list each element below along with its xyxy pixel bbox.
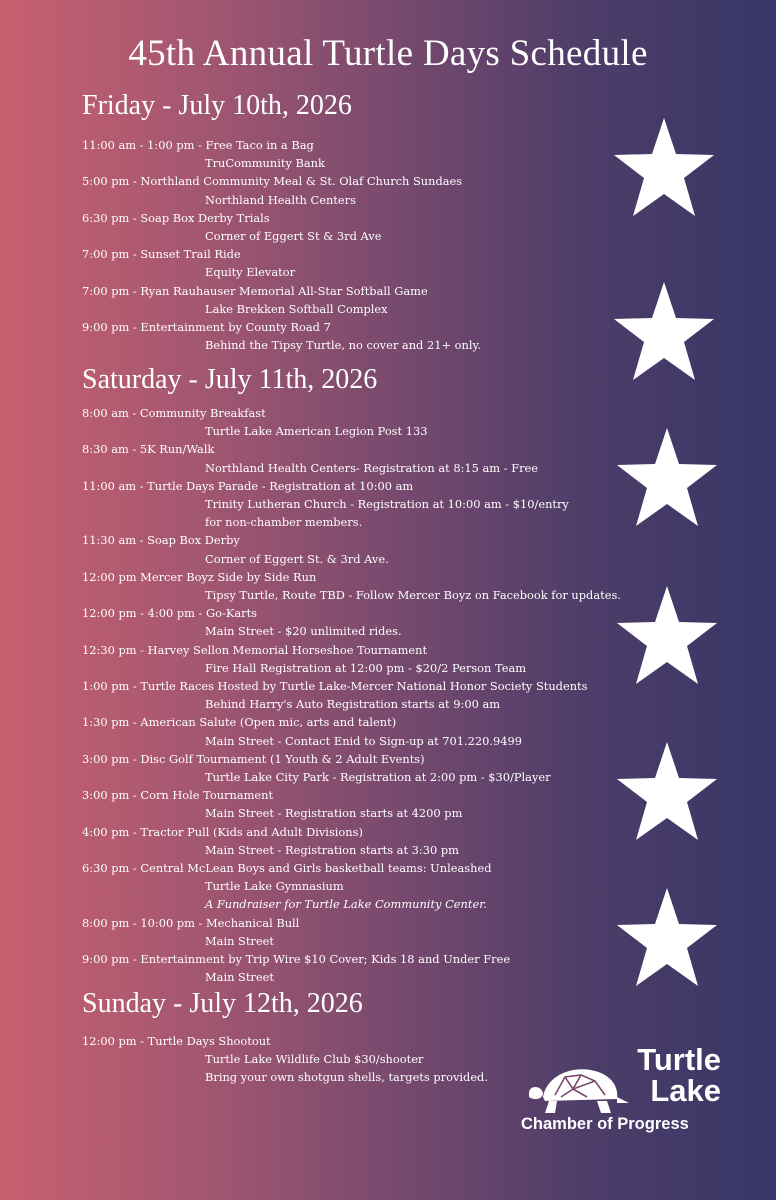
event-time-title: 8:00 am - Community Breakfast: [82, 406, 266, 420]
event-detail: Behind Harry's Auto Registration starts at 9:00 am: [205, 697, 501, 712]
event-detail: Main Street: [205, 970, 274, 985]
event-detail: Main Street - $20 unlimited rides.: [205, 624, 402, 639]
event-time-title: 3:00 pm - Disc Golf Tournament (1 Youth & 2 Adult Events): [82, 751, 425, 766]
event-time-title: 6:30 pm - Central McLean Boys and Girls basketball teams: Unleashed: [82, 861, 492, 876]
star-icon: [613, 886, 721, 990]
event-detail: Fire Hall Registration at 12:00 pm - $20/2 Person Team: [205, 660, 527, 675]
event-time-title: 1:30 pm - American Salute (Open mic, arts and talent): [82, 715, 397, 730]
star-icon: [613, 584, 721, 688]
logo-tagline: Chamber of Progress: [521, 1115, 689, 1133]
event-time-title: 12:00 pm - 4:00 pm - Go-Karts: [82, 606, 257, 621]
event-time-title: 11:30 am - Soap Box Derby: [82, 533, 240, 548]
logo-word-lake: Lake: [650, 1073, 721, 1108]
event-detail: Tipsy Turtle, Route TBD - Follow Mercer Boyz on Facebook for updates.: [205, 588, 621, 603]
day-heading-saturday: Saturday - July 11th, 2026: [82, 364, 378, 395]
event-detail: Main Street: [205, 933, 274, 948]
event-time-title: 8:30 am - 5K Run/Walk: [82, 442, 215, 457]
event-time-title: 9:00 pm - Entertainment by County Road 7: [82, 320, 331, 335]
event-detail: Trinity Lutheran Church - Registration at 10:00 am - $10/entry: [205, 497, 569, 512]
event-detail: Turtle Lake City Park - Registration at 2:00 pm - $30/Player: [205, 770, 551, 785]
event-time-title: 12:30 pm - Harvey Sellon Memorial Horseshoe Tournament: [82, 642, 428, 657]
event-note: A Fundraiser for Turtle Lake Community Center.: [205, 897, 488, 912]
event-detail: Lake Brekken Softball Complex: [205, 301, 388, 316]
event-detail: Bring your own shotgun shells, targets provided.: [205, 1070, 488, 1085]
event-detail: Turtle Lake Gymnasium: [205, 879, 344, 894]
event-detail: Main Street - Registration starts at 4200 pm: [205, 806, 463, 821]
page-title: 45th Annual Turtle Days Schedule: [128, 33, 648, 74]
event-time-title: 9:00 pm - Entertainment by Trip Wire $10 Cover; Kids 18 and Under Free: [82, 952, 511, 967]
star-icon: [610, 280, 718, 384]
event-time-title: 4:00 pm - Tractor Pull (Kids and Adult Divisions): [82, 824, 363, 839]
event-time-title: 12:00 pm - Turtle Days Shootout: [82, 1034, 271, 1048]
star-icon: [613, 426, 721, 530]
star-icon: [613, 740, 721, 844]
friday-events: [82, 136, 662, 354]
event-detail: Main Street - Registration starts at 3:30 pm: [205, 842, 459, 857]
event-time-title: 11:00 am - Turtle Days Parade - Registration at 10:00 am: [82, 478, 414, 493]
saturday-events: [82, 404, 662, 987]
event-time-title: 1:00 pm - Turtle Races Hosted by Turtle Lake-Mercer National Honor Society Students: [82, 679, 588, 694]
turtle-icon: [525, 1057, 633, 1117]
day-heading-friday: Friday - July 10th, 2026: [82, 90, 352, 121]
event-detail: for non-chamber members.: [205, 515, 363, 530]
event-detail: Corner of Eggert St. & 3rd Ave.: [205, 551, 389, 566]
event-detail: Northland Health Centers: [205, 192, 356, 207]
event-time-title: 6:30 pm - Soap Box Derby Trials: [82, 210, 270, 225]
event-detail: Northland Health Centers- Registration at 8:15 am - Free: [205, 460, 539, 475]
event-time-title: 5:00 pm - Northland Community Meal & St. Olaf Church Sundaes: [82, 174, 463, 189]
event-detail: Behind the Tipsy Turtle, no cover and 21+ only.: [205, 338, 481, 353]
event-detail: TruCommunity Bank: [205, 156, 325, 171]
star-icon: [610, 116, 718, 220]
event-detail: Turtle Lake American Legion Post 133: [205, 424, 428, 439]
event-time-title: 8:00 pm - 10:00 pm - Mechanical Bull: [82, 915, 300, 930]
event-time-title: 7:00 pm - Ryan Rauhauser Memorial All-Star Softball Game: [82, 283, 428, 298]
logo-word-turtle: Turtle: [637, 1042, 721, 1077]
event-time-title: 11:00 am - 1:00 pm - Free Taco in a Bag: [82, 138, 314, 152]
event-detail: Corner of Eggert St & 3rd Ave: [205, 229, 382, 244]
event-time-title: 7:00 pm - Sunset Trail Ride: [82, 247, 241, 262]
day-heading-sunday: Sunday - July 12th, 2026: [82, 988, 363, 1019]
event-time-title: 3:00 pm - Corn Hole Tournament: [82, 788, 274, 803]
event-detail: Equity Elevator: [205, 265, 296, 280]
event-time-title: 12:00 pm Mercer Boyz Side by Side Run: [82, 569, 317, 584]
event-detail: Main Street - Contact Enid to Sign-up at 701.220.9499: [205, 733, 523, 748]
chamber-logo: [519, 1042, 731, 1137]
event-detail: Turtle Lake Wildlife Club $30/shooter: [205, 1052, 424, 1067]
